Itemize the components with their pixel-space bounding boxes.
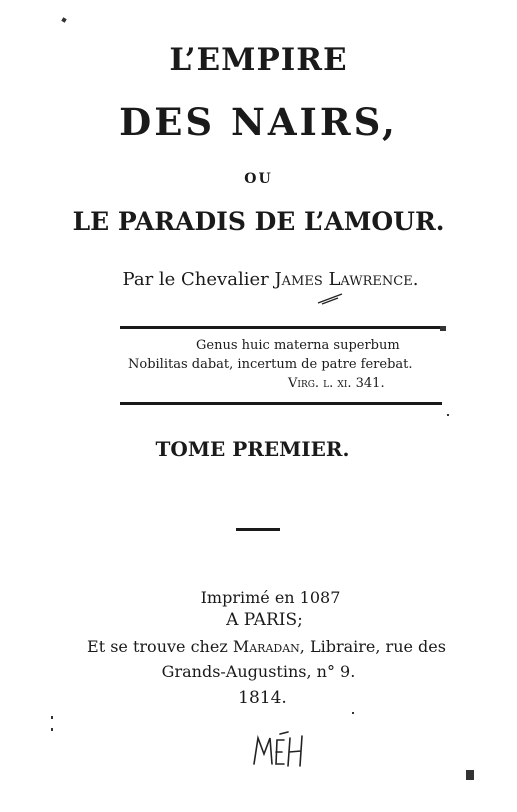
author-prefix: Par le Chevalier bbox=[122, 269, 275, 290]
epigraph-line-1: Genus huic materna superbum bbox=[196, 338, 400, 353]
imprint-line-1: Imprimé en 1087 bbox=[200, 588, 341, 607]
imprint-line-3-suffix: , Libraire, rue des bbox=[299, 637, 446, 656]
title-line-3: LE PARADIS DE L’AMOUR. bbox=[72, 207, 445, 236]
volume-label: TOME PREMIER. bbox=[155, 437, 350, 461]
ornament-rule bbox=[236, 528, 280, 531]
imprint-year: 1814. bbox=[238, 688, 287, 708]
print-speck bbox=[51, 716, 53, 719]
print-speck bbox=[466, 770, 474, 780]
handwritten-signature bbox=[250, 730, 312, 772]
epigraph-citation: Virg. l. xi. 341. bbox=[288, 376, 385, 391]
author-name: James Lawrence. bbox=[274, 269, 419, 290]
print-speck bbox=[447, 414, 449, 416]
print-speck bbox=[352, 712, 354, 714]
print-speck bbox=[61, 17, 66, 22]
author-line bbox=[12, 269, 517, 290]
imprint-address: Grands-Augustins, n° 9. bbox=[161, 662, 356, 681]
epigraph-top-rule bbox=[120, 326, 442, 329]
imprint-city: A PARIS; bbox=[226, 610, 303, 630]
title-conjunction: OU bbox=[244, 171, 273, 187]
imprint-line-3-prefix: Et se trouve chez bbox=[87, 637, 233, 656]
publisher-name: Maradan bbox=[232, 637, 300, 656]
epigraph-bottom-rule bbox=[120, 402, 442, 405]
title-line-1: L’EMPIRE bbox=[169, 42, 348, 78]
imprint-line-3 bbox=[8, 637, 517, 656]
epigraph-line-2: Nobilitas dabat, incertum de patre ferebat. bbox=[128, 357, 413, 372]
title-line-2: DES NAIRS, bbox=[119, 100, 398, 144]
print-speck bbox=[51, 728, 53, 731]
print-speck bbox=[440, 326, 446, 331]
pen-mark-icon bbox=[316, 290, 346, 306]
